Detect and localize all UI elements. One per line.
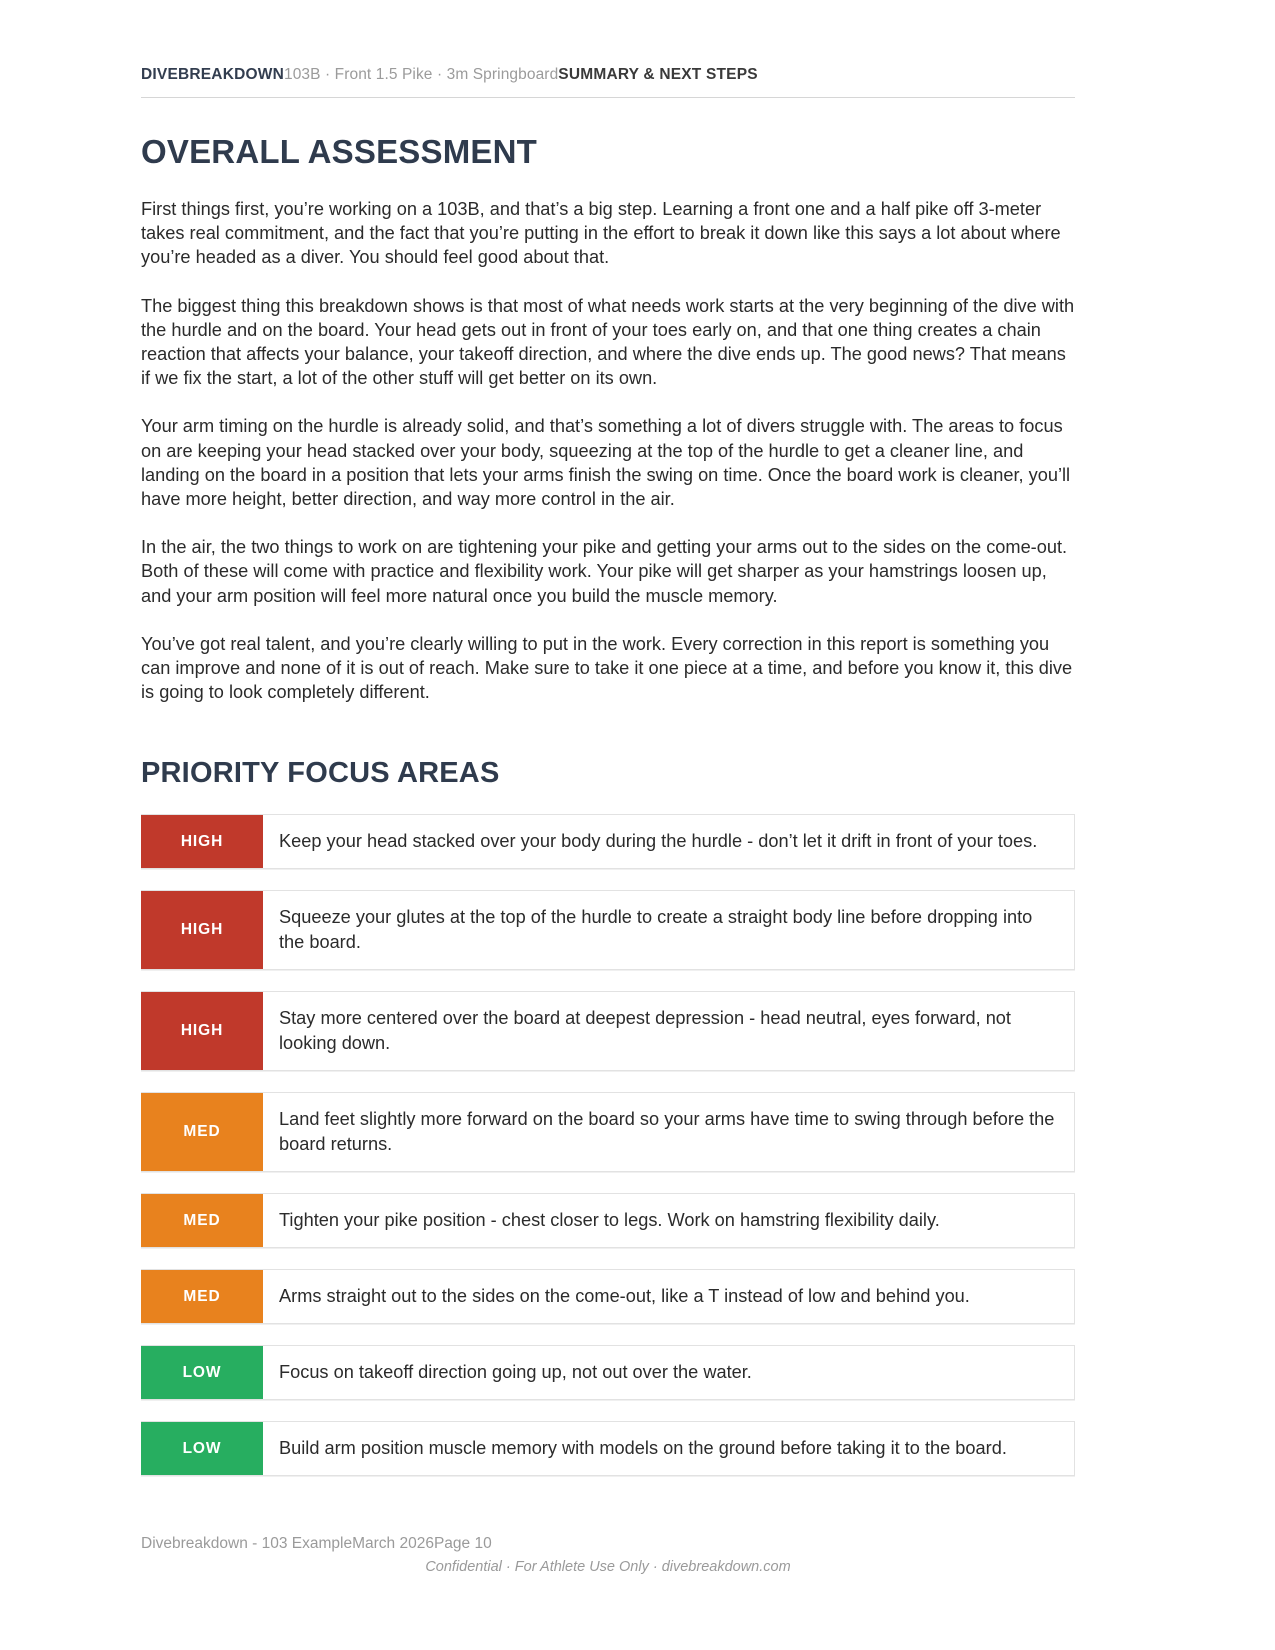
overall-assessment-title: OVERALL ASSESSMENT <box>141 133 537 170</box>
priority-item <box>141 991 1075 1071</box>
priority-item-text: Keep your head stacked over your body during the hurdle - don’t let it drift in front of your toes. <box>279 831 1038 852</box>
paragraph: You’ve got real talent, and you’re clearly willing to put in the work. Every correction in this report is something you can improve and none of it is out of reach. Make sure to take it one piece at a time, and before you know it, this dive is going to look completely different. <box>141 633 1073 703</box>
priority-badge: MED <box>141 1194 263 1247</box>
footer-identity <box>141 1535 1075 1553</box>
overall-assessment-body <box>141 197 1075 704</box>
priority-item <box>141 814 1075 869</box>
priority-item-text: Focus on takeoff direction going up, not out over the water. <box>279 1362 752 1383</box>
priority-item <box>141 1345 1075 1400</box>
header-divider <box>141 97 1075 98</box>
priority-item-text: Land feet slightly more forward on the board so your arms have time to swing through before the board returns. <box>279 1109 1055 1155</box>
priority-badge: HIGH <box>141 891 263 969</box>
section-label: SUMMARY & NEXT STEPS <box>558 66 758 83</box>
priority-item <box>141 1092 1075 1172</box>
footer-page-number: Page 10 <box>433 1535 492 1552</box>
priority-focus-title: PRIORITY FOCUS AREAS <box>141 757 500 790</box>
paragraph: The biggest thing this breakdown shows is that most of what needs work starts at the very beginning of the dive with the hurdle and on the board. Your head gets out in front of your toes early on, and that one thing creates a chain reaction that affects your balance, your takeoff direction, and where the dive ends up. The good news? That means if we fix the start, a lot of the other stuff will get better on its own. <box>141 295 1075 389</box>
dive-meta: 103B · Front 1.5 Pike · 3m Springboard <box>283 66 559 83</box>
priority-badge: LOW <box>141 1422 263 1475</box>
priority-item <box>141 1421 1075 1476</box>
priority-badge: LOW <box>141 1346 263 1399</box>
priority-item-text: Build arm position muscle memory with models on the ground before taking it to the board. <box>279 1438 1007 1459</box>
priority-badge: MED <box>141 1093 263 1171</box>
footer-report-name: Divebreakdown - 103 Example <box>141 1535 353 1552</box>
paragraph: First things first, you’re working on a 103B, and that’s a big step. Learning a front one and a half pike off 3-meter takes real commitment, and the fact that you’re putting in the effort to break it down like this says a lot about where you’re headed as a diver. You should feel good about that. <box>141 199 1061 268</box>
page-content <box>141 133 1075 1476</box>
page-footer <box>141 1535 1075 1575</box>
priority-item <box>141 1269 1075 1324</box>
priority-badge: HIGH <box>141 992 263 1070</box>
brand-name: DIVEBREAKDOWN <box>141 66 284 83</box>
priority-item-text: Tighten your pike position - chest closer to legs. Work on hamstring flexibility daily. <box>279 1210 940 1231</box>
priority-item-text: Squeeze your glutes at the top of the hurdle to create a straight body line before dropping into the board. <box>279 907 1033 953</box>
priority-item <box>141 1193 1075 1248</box>
priority-focus-list <box>141 814 1075 1476</box>
priority-badge: HIGH <box>141 815 263 868</box>
footer-date: March 2026 <box>352 1535 434 1552</box>
paragraph: Your arm timing on the hurdle is already solid, and that’s something a lot of divers struggle with. The areas to focus on are keeping your head stacked over your body, squeezing at the top of the hurdle to get a cleaner line, and landing on the board in a position that lets your arms finish the swing on time. Once the board work is cleaner, you’ll have more height, better direction, and way more control in the air. <box>141 416 1071 510</box>
priority-badge: MED <box>141 1270 263 1323</box>
priority-item-text: Arms straight out to the sides on the come-out, like a T instead of low and behind you. <box>279 1286 970 1307</box>
running-header <box>141 66 1134 96</box>
priority-item-text: Stay more centered over the board at deepest depression - head neutral, eyes forward, not looking down. <box>279 1008 1011 1054</box>
paragraph: In the air, the two things to work on are tightening your pike and getting your arms out to the sides on the come-out. Both of these will come with practice and flexibility work. Your pike will get sharper as your hamstrings loosen up, and your arm position will feel more natural once you build the muscle memory. <box>141 537 1068 606</box>
priority-item <box>141 890 1075 970</box>
footer-confidential-notice: Confidential · For Athlete Use Only · divebreakdown.com <box>425 1559 791 1575</box>
